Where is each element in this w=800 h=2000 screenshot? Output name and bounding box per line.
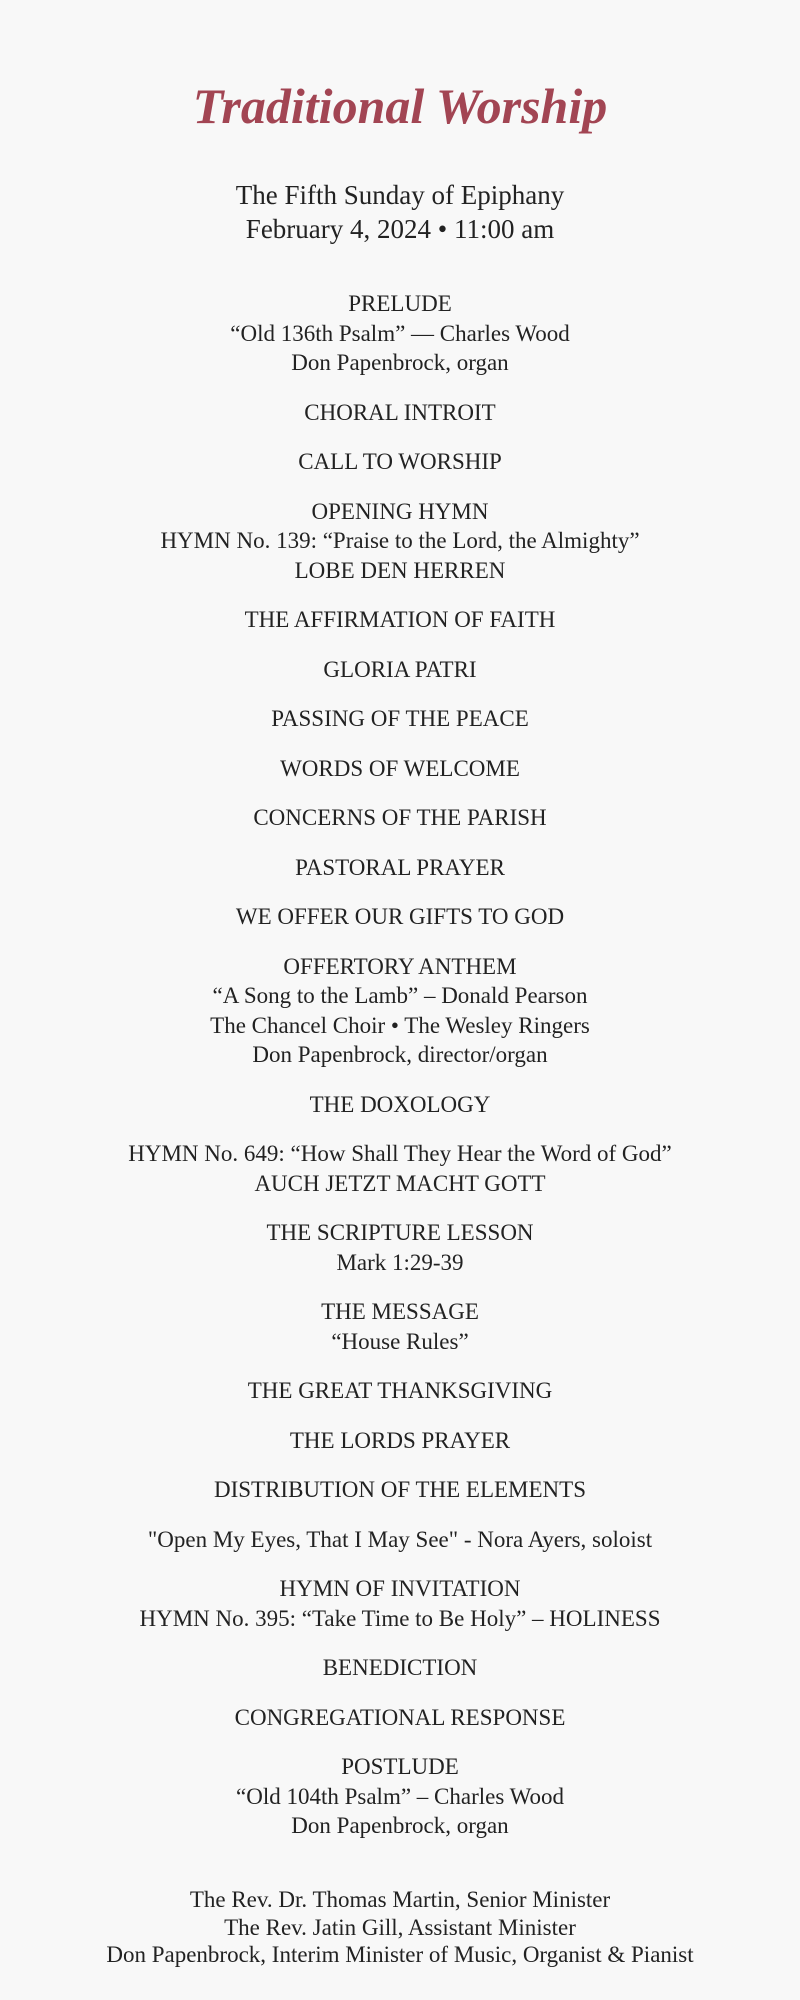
worship-item-heading: THE SCRIPTURE LESSON [266,1220,534,1245]
worship-item-heading: DISTRIBUTION OF THE ELEMENTS [213,1477,587,1502]
worship-item [0,803,800,833]
worship-item-heading: PASSING OF THE PEACE [271,706,529,731]
service-occasion: The Fifth Sunday of Epiphany [235,180,565,210]
worship-item-detail: HYMN No. 139: “Praise to the Lord, the Almighty” [160,528,640,553]
service-subheading [0,178,800,246]
worship-item [0,853,800,883]
worship-item-heading: "Open My Eyes, That I May See" - Nora Ayers, soloist [147,1526,653,1552]
worship-item-detail: HYMN No. 395: “Take Time to Be Holy” – HOLINESS [139,1605,661,1631]
worship-item-heading: OFFERTORY ANTHEM [283,953,517,979]
worship-item-heading: HYMN No. 649: “How Shall They Hear the Word of God” [128,1141,672,1166]
worship-item-detail: “Old 104th Psalm” – Charles Wood [236,1783,564,1809]
staff-credit-line: Don Papenbrock, Interim Minister of Music, Organist & Pianist [106,1942,694,1967]
worship-item-heading: PASTORAL PRAYER [295,854,505,880]
worship-item-heading: WORDS OF WELCOME [280,755,520,781]
worship-item-heading: WE OFFER OUR GIFTS TO GOD [235,904,565,929]
worship-item-heading: OPENING HYMN [311,498,489,524]
worship-item-detail: LOBE DEN HERREN [294,557,506,583]
worship-item-heading: THE AFFIRMATION OF FAITH [244,607,556,632]
worship-item [0,398,800,428]
worship-item [0,1139,800,1198]
worship-item-heading: GLORIA PATRI [323,656,477,682]
worship-item [0,1525,800,1555]
worship-item [0,902,800,932]
worship-item [0,1703,800,1733]
worship-item [0,952,800,1070]
worship-item-detail: Mark 1:29-39 [336,1249,464,1275]
worship-item [0,1752,800,1841]
worship-item-detail: Don Papenbrock, director/organ [252,1042,548,1067]
worship-item-detail: The Chancel Choir • The Wesley Ringers [210,1012,590,1038]
worship-item-detail: “A Song to the Lamb” – Donald Pearson [212,983,588,1008]
service-date-time: February 4, 2024 • 11:00 am [245,214,555,244]
worship-item [0,704,800,734]
worship-item-heading: THE GREAT THANKSGIVING [247,1378,553,1403]
worship-item-heading: THE DOXOLOGY [309,1091,491,1117]
worship-item-heading: HYMN OF INVITATION [279,1576,521,1601]
worship-item-heading: CONCERNS OF THE PARISH [253,805,547,830]
worship-item-detail: AUCH JETZT MACHT GOTT [254,1170,546,1196]
worship-item [0,1574,800,1633]
worship-item-heading: CALL TO WORSHIP [298,449,502,474]
staff-credit-line: The Rev. Jatin Gill, Assistant Minister [224,1914,576,1940]
staff-credits [0,1886,800,1969]
worship-item [0,754,800,784]
worship-item-heading: BENEDICTION [322,1655,478,1680]
page-title: Traditional Worship [192,78,608,134]
worship-item-heading: PRELUDE [348,291,452,316]
worship-item [0,497,800,586]
worship-item [0,1653,800,1683]
worship-item [0,289,800,378]
worship-item-detail: “Old 136th Psalm” — Charles Wood [230,320,570,346]
worship-item-heading: POSTLUDE [341,1754,459,1779]
worship-item [0,605,800,635]
worship-item [0,1090,800,1120]
worship-item [0,447,800,477]
worship-item [0,1426,800,1456]
worship-item [0,655,800,685]
worship-item-heading: THE MESSAGE [321,1299,479,1324]
worship-item [0,1475,800,1505]
worship-item [0,1376,800,1406]
worship-item [0,1218,800,1277]
worship-item-detail: Don Papenbrock, organ [291,350,509,375]
worship-item-detail: “House Rules” [331,1328,469,1354]
staff-credit-line: The Rev. Dr. Thomas Martin, Senior Minister [189,1887,611,1912]
worship-item-heading: CHORAL INTROIT [304,399,496,425]
order-of-worship [0,289,800,1861]
worship-item [0,1297,800,1356]
worship-item-heading: CONGREGATIONAL RESPONSE [234,1704,566,1730]
worship-item-detail: Don Papenbrock, organ [291,1813,509,1838]
worship-item-heading: THE LORDS PRAYER [289,1427,511,1453]
